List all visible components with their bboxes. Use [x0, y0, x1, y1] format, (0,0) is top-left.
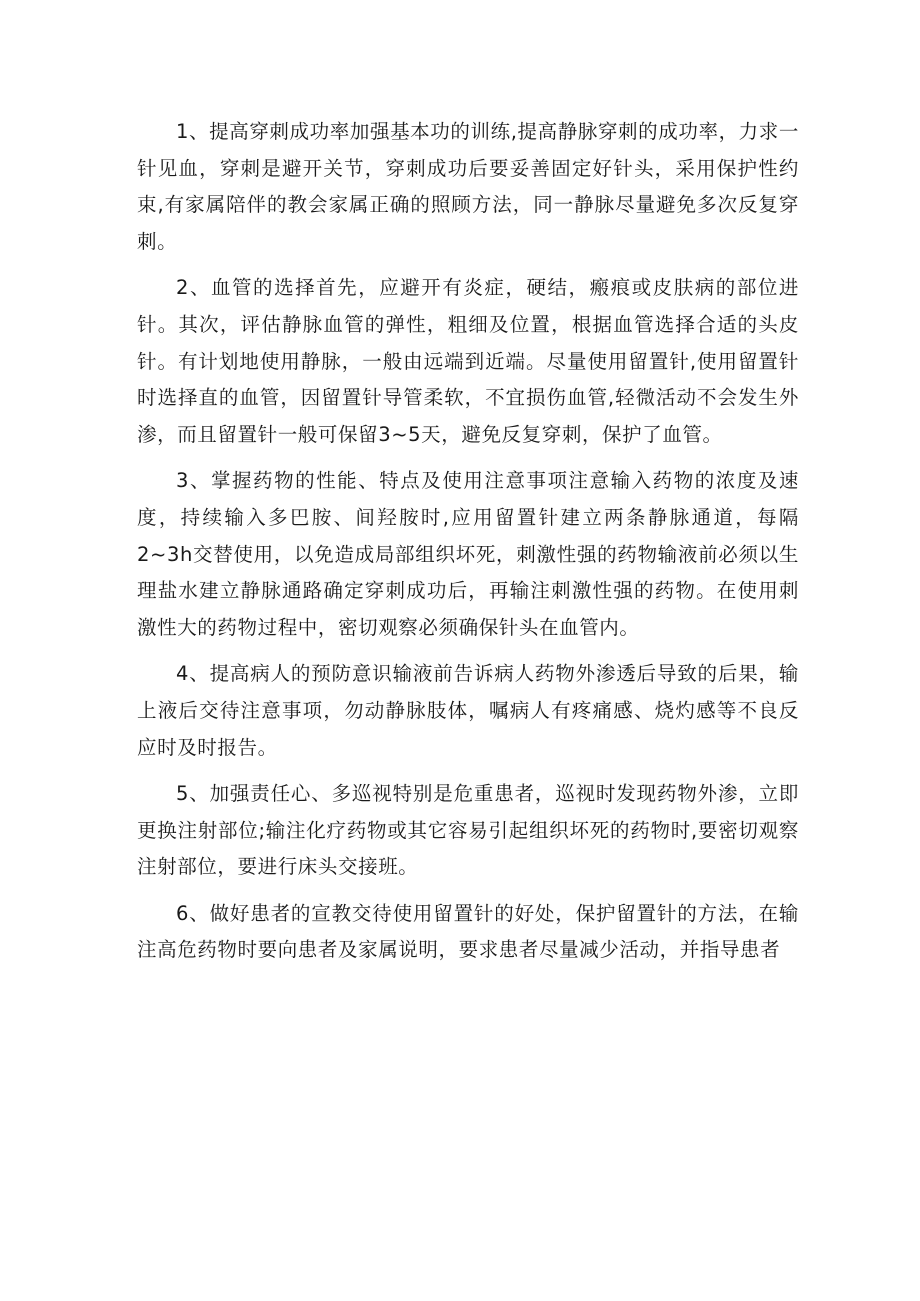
paragraph-1: 1、提高穿刺成功率加强基本功的训练,提高静脉穿刺的成功率，力求一针见血，穿刺是避开关节，穿刺成功后要妥善固定好针头，采用保护性约束,有家属陪伴的教会家属正确的照顾方法，同一静脉尽量避免多次反复穿刺。	[137, 120, 799, 253]
paragraph-2: 2、血管的选择首先，应避开有炎症，硬结，瘢痕或皮肤病的部位进针。其次，评估静脉血管的弹性，粗细及位置，根据血管选择合适的头皮针。有计划地使用静脉，一般由远端到近端。尽量使用留置针,使用留置针时选择直的血管，因留置针导管柔软，不宜损伤血管,轻微活动不会发生外渗，而且留置针一般可保留3~5天，避免反复穿刺，保护了血管。	[137, 276, 799, 446]
paragraph-3: 3、掌握药物的性能、特点及使用注意事项注意输入药物的浓度及速度，持续输入多巴胺、间羟胺时,应用留置针建立两条静脉通道，每隔2~3h交替使用，以免造成局部组织坏死，刺激性强的药物输液前必须以生理盐水建立静脉通路确定穿刺成功后，再输注刺激性强的药物。在使用刺激性大的药物过程中，密切观察必须确保针头在血管内。	[137, 469, 799, 639]
paragraph-4: 4、提高病人的预防意识输液前告诉病人药物外渗透后导致的后果，输上液后交待注意事项，勿动静脉肢体，嘱病人有疼痛感、烧灼感等不良反应时及时报告。	[137, 662, 799, 759]
paragraph-5: 5、加强责任心、多巡视特别是危重患者，巡视时发现药物外渗，立即更换注射部位;输注化疗药物或其它容易引起组织坏死的药物时,要密切观察注射部位，要进行床头交接班。	[137, 782, 799, 879]
document-body	[137, 114, 799, 979]
paragraph-6: 6、做好患者的宣教交待使用留置针的好处，保护留置针的方法，在输注高危药物时要向患者及家属说明，要求患者尽量减少活动，并指导患者	[137, 901, 799, 962]
